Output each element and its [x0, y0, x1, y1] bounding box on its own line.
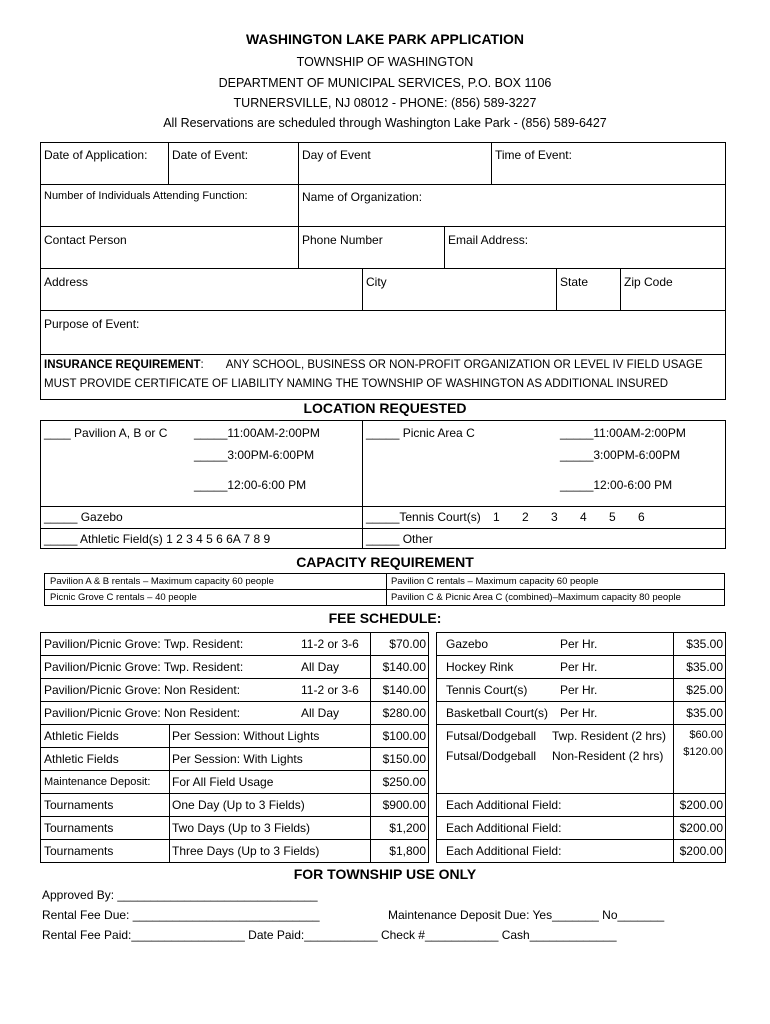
divider [40, 268, 726, 269]
pavilion-time-afternoon[interactable]: _____3:00PM-6:00PM [194, 448, 315, 462]
fee-label: Tournaments [44, 844, 114, 858]
state-field[interactable]: State [560, 275, 589, 289]
picnic-area-option[interactable]: _____ Picnic Area C [366, 426, 475, 440]
fee-amount: $900.00 [382, 798, 426, 812]
fee-label: Tennis Court(s) [446, 683, 528, 697]
picnic-time-afternoon[interactable]: _____3:00PM-6:00PM [560, 448, 681, 462]
fee-label: Each Additional Field: [446, 844, 562, 858]
fee-amount: $150.00 [382, 752, 426, 766]
tennis-court-5[interactable]: 5 [609, 510, 616, 524]
capacity-combined: Pavilion C & Picnic Area C (combined)–Maximum capacity 80 people [391, 592, 681, 603]
divider [40, 655, 429, 656]
fee-amount: $100.00 [382, 729, 426, 743]
insurance-requirement [44, 359, 703, 371]
tennis-court-3[interactable]: 3 [551, 510, 558, 524]
tennis-court-2[interactable]: 2 [522, 510, 529, 524]
fee-label: Futsal/Dodgeball [446, 749, 537, 763]
divider [491, 142, 492, 184]
fee-period: 11-2 or 3-6 [301, 637, 359, 651]
zip-code-field[interactable]: Zip Code [624, 275, 673, 289]
divider [436, 678, 726, 679]
fee-period: Per Hr. [560, 683, 598, 697]
fee-label: Athletic Fields [44, 729, 119, 743]
day-of-event-field[interactable]: Day of Event [302, 148, 371, 162]
fee-period: 11-2 or 3-6 [301, 683, 359, 697]
fee-description: Three Days (Up to 3 Fields) [172, 844, 320, 858]
divider [40, 816, 429, 817]
header-line-reservations: All Reservations are scheduled through Washington Lake Park - (856) 589-6427 [163, 116, 607, 130]
fee-label: Each Additional Field: [446, 821, 562, 835]
fee-period: Per Hr. [560, 637, 598, 651]
capacity-pavilion-c: Pavilion C rentals – Maximum capacity 60 people [391, 576, 599, 587]
township-use-heading: FOR TOWNSHIP USE ONLY [293, 866, 477, 882]
divider [40, 506, 726, 507]
fee-label: Athletic Fields [44, 752, 119, 766]
header-line-township: TOWNSHIP OF WASHINGTON [296, 55, 474, 69]
picnic-time-allday[interactable]: _____12:00-6:00 PM [560, 478, 673, 492]
contact-person-field[interactable]: Contact Person [44, 233, 127, 247]
picnic-time-morning[interactable]: _____11:00AM-2:00PM [560, 426, 686, 440]
fee-amount: $250.00 [382, 775, 426, 789]
gazebo-option[interactable]: _____ Gazebo [44, 510, 123, 524]
capacity-picnic-grove: Picnic Grove C rentals – 40 people [50, 592, 197, 603]
fee-period: Per Hr. [560, 706, 598, 720]
divider [40, 226, 726, 227]
fee-amount: $60.00 [689, 729, 723, 741]
divider [40, 747, 429, 748]
fee-amount: $1,200 [389, 821, 426, 835]
fee-label: Futsal/Dodgeball [446, 729, 537, 743]
fee-amount: $140.00 [382, 683, 426, 697]
fee-period: Twp. Resident (2 hrs) [552, 729, 667, 743]
tennis-court-option[interactable]: _____Tennis Court(s) [366, 510, 481, 524]
athletic-fields-option[interactable]: _____ Athletic Field(s) 1 2 3 4 5 6 6A 7 8 9 [44, 532, 271, 546]
date-of-application-field[interactable]: Date of Application: [44, 148, 148, 162]
divider [40, 724, 429, 725]
divider [620, 268, 621, 310]
divider [40, 678, 429, 679]
divider [40, 528, 726, 529]
divider [436, 839, 726, 840]
rental-fee-paid-field[interactable]: Rental Fee Paid:_________________ Date Paid:___________ Check #___________ Cash_____________ [42, 928, 617, 942]
divider [436, 701, 726, 702]
fee-amount: $200.00 [679, 821, 723, 835]
fee-period: Non-Resident (2 hrs) [552, 749, 664, 763]
header-line-department: DEPARTMENT OF MUNICIPAL SERVICES, P.O. BOX 1106 [218, 76, 552, 90]
fee-amount: $35.00 [686, 660, 723, 674]
fee-amount: $25.00 [686, 683, 723, 697]
fee-description: Two Days (Up to 3 Fields) [172, 821, 311, 835]
fee-label: Pavilion/Picnic Grove: Twp. Resident: [44, 660, 244, 674]
fee-amount: $1,800 [389, 844, 426, 858]
fee-amount: $35.00 [686, 637, 723, 651]
date-of-event-field[interactable]: Date of Event: [172, 148, 249, 162]
fee-label: Tournaments [44, 798, 114, 812]
capacity-heading: CAPACITY REQUIREMENT [296, 554, 474, 570]
fee-label: Tournaments [44, 821, 114, 835]
divider [40, 793, 429, 794]
location-heading: LOCATION REQUESTED [303, 400, 467, 416]
divider [362, 268, 363, 310]
divider [40, 701, 429, 702]
divider [444, 226, 445, 268]
tennis-court-4[interactable]: 4 [580, 510, 587, 524]
tennis-court-1[interactable]: 1 [493, 510, 500, 524]
pavilion-time-morning[interactable]: _____11:00AM-2:00PM [194, 426, 320, 440]
fee-amount: $140.00 [382, 660, 426, 674]
city-field[interactable]: City [366, 275, 387, 289]
fee-amount: $35.00 [686, 706, 723, 720]
fee-label: Pavilion/Picnic Grove: Non Resident: [44, 683, 241, 697]
insurance-text-1: ANY SCHOOL, BUSINESS OR NON-PROFIT ORGANIZATION OR LEVEL IV FIELD USAGE [225, 359, 703, 371]
fee-period: All Day [301, 706, 340, 720]
fee-label: Each Additional Field: [446, 798, 562, 812]
email-field[interactable]: Email Address: [448, 233, 529, 247]
fee-description: Per Session: With Lights [172, 752, 303, 766]
fee-amount: $70.00 [389, 637, 426, 651]
capacity-pavilion-ab: Pavilion A & B rentals – Maximum capacity 60 people [50, 576, 274, 587]
fee-label: Maintenance Deposit: [44, 776, 151, 788]
divider [40, 354, 726, 355]
fee-description: Per Session: Without Lights [172, 729, 320, 743]
other-option[interactable]: _____ Other [366, 532, 433, 546]
page-title: WASHINGTON LAKE PARK APPLICATION [246, 31, 524, 47]
fee-amount: $120.00 [683, 746, 723, 758]
num-individuals-field[interactable]: Number of Individuals Attending Function: [44, 190, 248, 202]
approved-by-field[interactable]: Approved By: ______________________________ [42, 888, 318, 902]
divider [298, 142, 299, 184]
divider [436, 816, 726, 817]
fee-amount: $200.00 [679, 844, 723, 858]
fee-period: Per Hr. [560, 660, 598, 674]
fee-description: For All Field Usage [172, 775, 274, 789]
divider [40, 770, 429, 771]
divider [362, 420, 363, 549]
fee-amount: $200.00 [679, 798, 723, 812]
tennis-court-6[interactable]: 6 [638, 510, 645, 524]
fee-label: Basketball Court(s) [446, 706, 549, 720]
fee-amount: $280.00 [382, 706, 426, 720]
divider [168, 142, 169, 184]
divider [40, 184, 726, 185]
organization-field[interactable]: Name of Organization: [302, 190, 423, 204]
fee-label: Pavilion/Picnic Grove: Non Resident: [44, 706, 241, 720]
fee-schedule-heading: FEE SCHEDULE: [328, 610, 442, 626]
pavilion-option[interactable]: ____ Pavilion A, B or C [44, 426, 168, 440]
pavilion-time-allday[interactable]: _____12:00-6:00 PM [194, 478, 307, 492]
divider [436, 655, 726, 656]
insurance-label: INSURANCE REQUIREMENT [44, 359, 201, 371]
fee-label: Gazebo [446, 637, 489, 651]
maintenance-deposit-due-field[interactable]: Maintenance Deposit Due: Yes_______ No_______ [388, 908, 665, 922]
divider [40, 839, 429, 840]
rental-fee-due-field[interactable]: Rental Fee Due: ____________________________ [42, 908, 320, 922]
divider [44, 589, 725, 590]
divider [298, 226, 299, 268]
divider [40, 310, 726, 311]
fee-period: All Day [301, 660, 340, 674]
fee-label: Hockey Rink [446, 660, 514, 674]
divider [436, 724, 726, 725]
header-line-address: TURNERSVILLE, NJ 08012 - PHONE: (856) 589-3227 [233, 96, 537, 110]
insurance-text-2: MUST PROVIDE CERTIFICATE OF LIABILITY NAMING THE TOWNSHIP OF WASHINGTON AS ADDITIONAL INSURED [44, 378, 669, 390]
fee-label: Pavilion/Picnic Grove: Twp. Resident: [44, 637, 244, 651]
fee-description: One Day (Up to 3 Fields) [172, 798, 305, 812]
time-of-event-field[interactable]: Time of Event: [495, 148, 572, 162]
divider [556, 268, 557, 310]
phone-number-field[interactable]: Phone Number [302, 233, 383, 247]
divider [436, 793, 726, 794]
insurance-colon: : [200, 359, 204, 371]
address-field[interactable]: Address [44, 275, 89, 289]
purpose-field[interactable]: Purpose of Event: [44, 317, 140, 331]
divider [298, 184, 299, 226]
